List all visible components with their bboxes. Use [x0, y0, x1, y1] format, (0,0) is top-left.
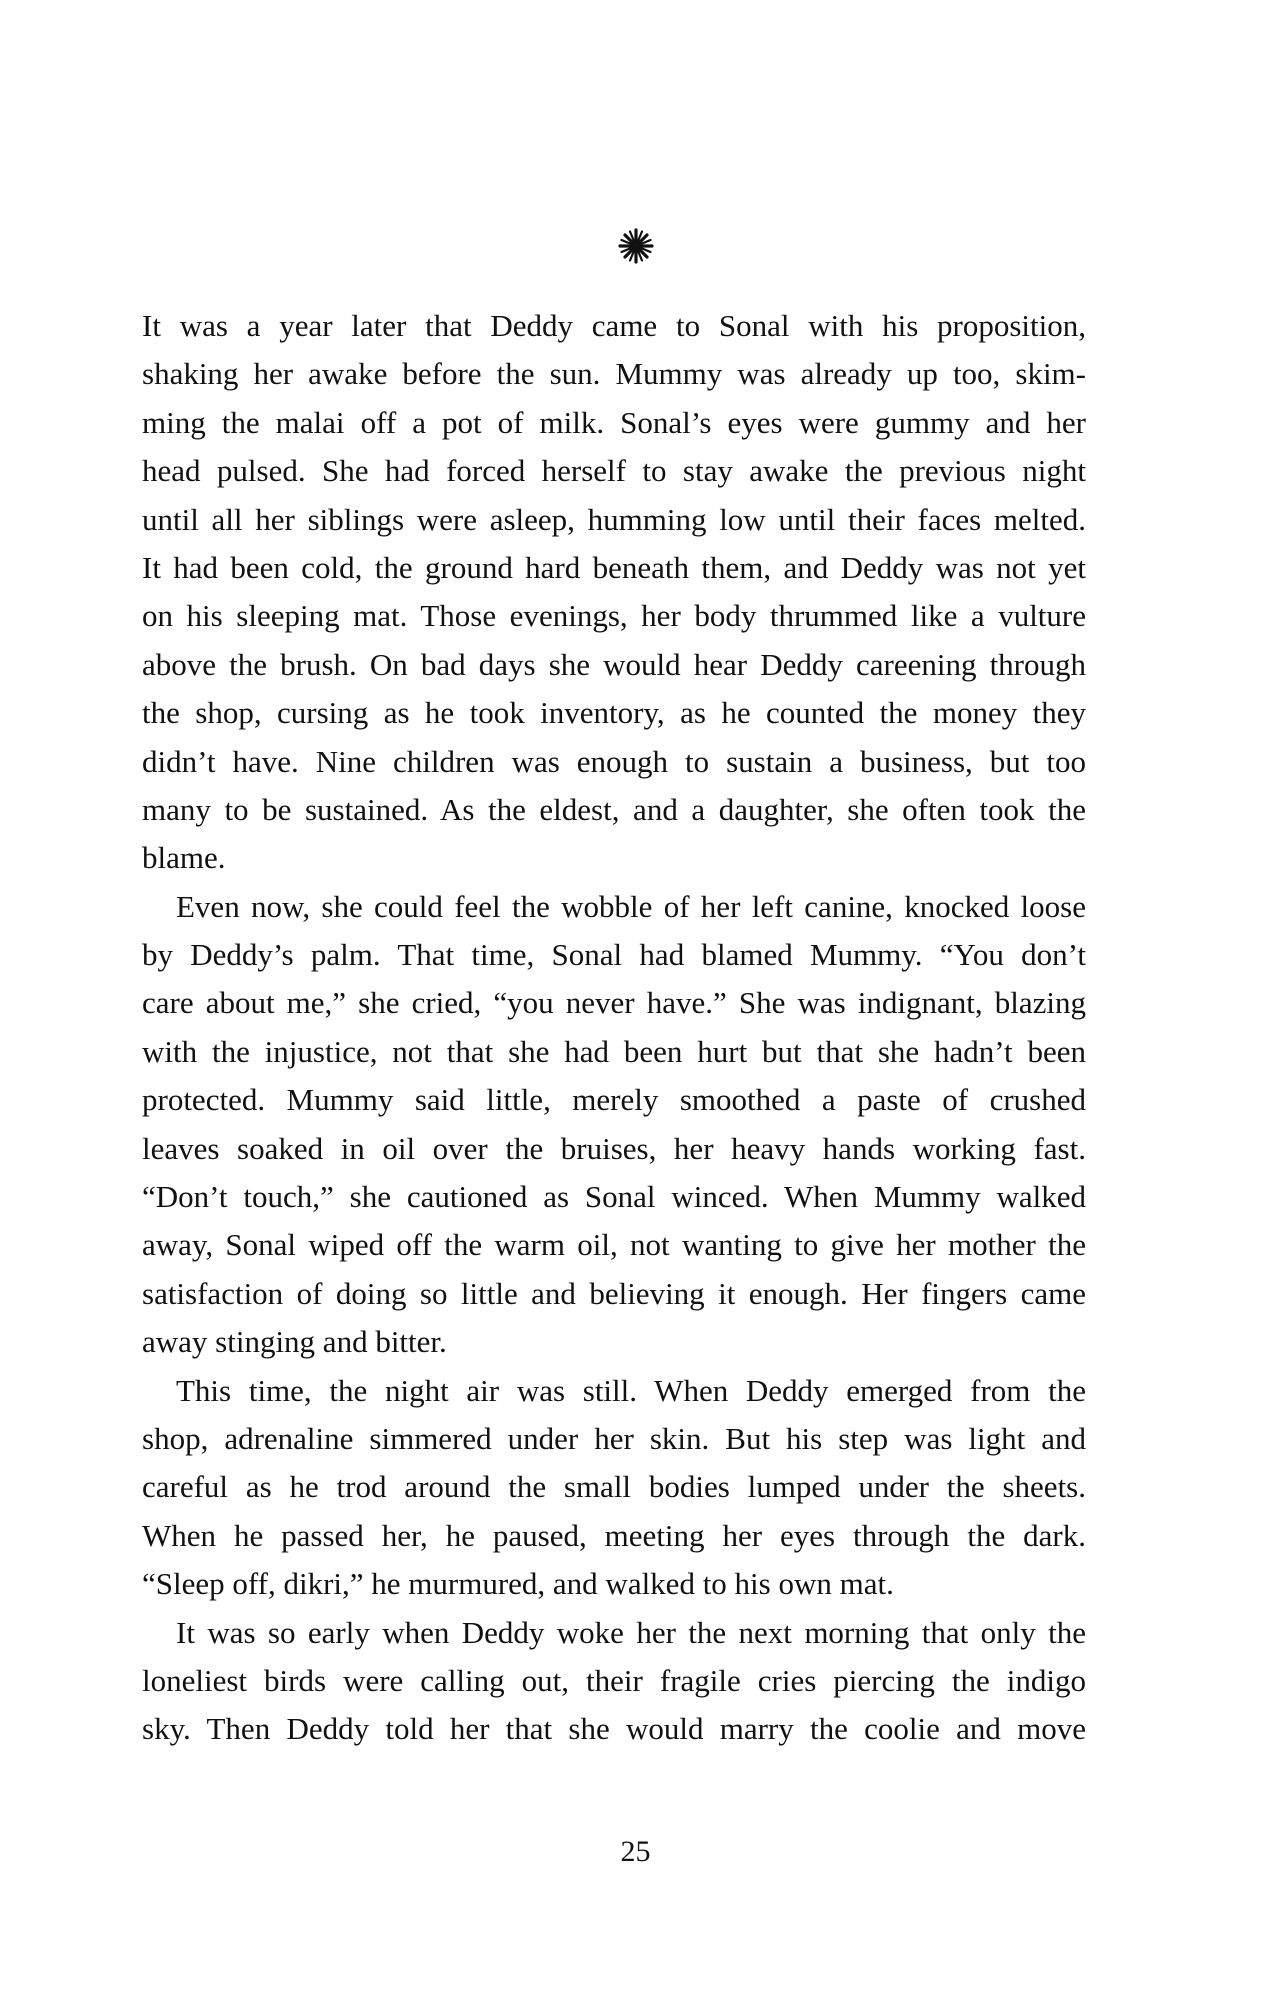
text-line: above the brush. On bad days she would hear Deddy careening through: [142, 646, 1086, 682]
text-line: shop, adrenaline simmered under her skin. But his step was light and: [142, 1420, 1086, 1456]
body-text: [142, 302, 1086, 1754]
text-line: Even now, she could feel the wobble of her left canine, knocked loose: [176, 888, 1086, 924]
text-line: away stinging and bitter.: [142, 1324, 447, 1360]
text-line: many to be sustained. As the eldest, and a daughter, she often took the: [142, 791, 1086, 827]
paragraph: [142, 1367, 1086, 1609]
text-line: ming the malai off a pot of milk. Sonal’s eyes were gummy and her: [142, 404, 1086, 440]
text-line: When he passed her, he paused, meeting her eyes through the dark.: [142, 1517, 1086, 1553]
paragraph: [142, 1609, 1086, 1754]
text-line: didn’t have. Nine children was enough to sustain a business, but too: [142, 743, 1086, 779]
paragraph: [142, 302, 1086, 883]
section-break-ornament: [0, 216, 1271, 276]
text-line: It had been cold, the ground hard beneath them, and Deddy was not yet: [142, 549, 1086, 585]
text-line: “Sleep off, dikri,” he murmured, and walked to his own mat.: [142, 1566, 894, 1602]
text-line: blame.: [142, 840, 226, 876]
asterisk-star-icon: [616, 226, 656, 266]
page-number: 25: [620, 1835, 651, 1868]
text-line: on his sleeping mat. Those evenings, her body thrummed like a vulture: [142, 598, 1086, 634]
paragraph: [142, 883, 1086, 1367]
text-line: This time, the night air was still. When Deddy emerged from the: [176, 1372, 1086, 1408]
text-line: leaves soaked in oil over the bruises, her heavy hands working fast.: [142, 1130, 1086, 1166]
text-line: away, Sonal wiped off the warm oil, not wanting to give her mother the: [142, 1227, 1086, 1263]
text-line: careful as he trod around the small bodies lumped under the sheets.: [142, 1469, 1086, 1505]
text-line: shaking her awake before the sun. Mummy was already up too, skim-: [142, 356, 1086, 392]
text-line: by Deddy’s palm. That time, Sonal had blamed Mummy. “You don’t: [142, 937, 1086, 973]
text-line: head pulsed. She had forced herself to stay awake the previous night: [142, 453, 1086, 489]
text-line: It was a year later that Deddy came to Sonal with his proposition,: [142, 308, 1086, 343]
text-line: care about me,” she cried, “you never have.” She was indignant, blazing: [142, 985, 1086, 1021]
text-line: loneliest birds were calling out, their fragile cries piercing the indigo: [142, 1662, 1086, 1698]
text-line: satisfaction of doing so little and believing it enough. Her fingers came: [142, 1275, 1086, 1311]
text-line: sky. Then Deddy told her that she would marry the coolie and move: [142, 1711, 1086, 1747]
text-line: “Don’t touch,” she cautioned as Sonal winced. When Mummy walked: [142, 1179, 1086, 1215]
text-line: with the injustice, not that she had been hurt but that she hadn’t been: [142, 1033, 1086, 1069]
text-line: It was so early when Deddy woke her the next morning that only the: [176, 1614, 1086, 1650]
text-line: protected. Mummy said little, merely smoothed a paste of crushed: [142, 1082, 1086, 1118]
text-line: until all her siblings were asleep, humming low until their faces melted.: [142, 501, 1086, 537]
text-line: the shop, cursing as he took inventory, as he counted the money they: [142, 695, 1086, 731]
